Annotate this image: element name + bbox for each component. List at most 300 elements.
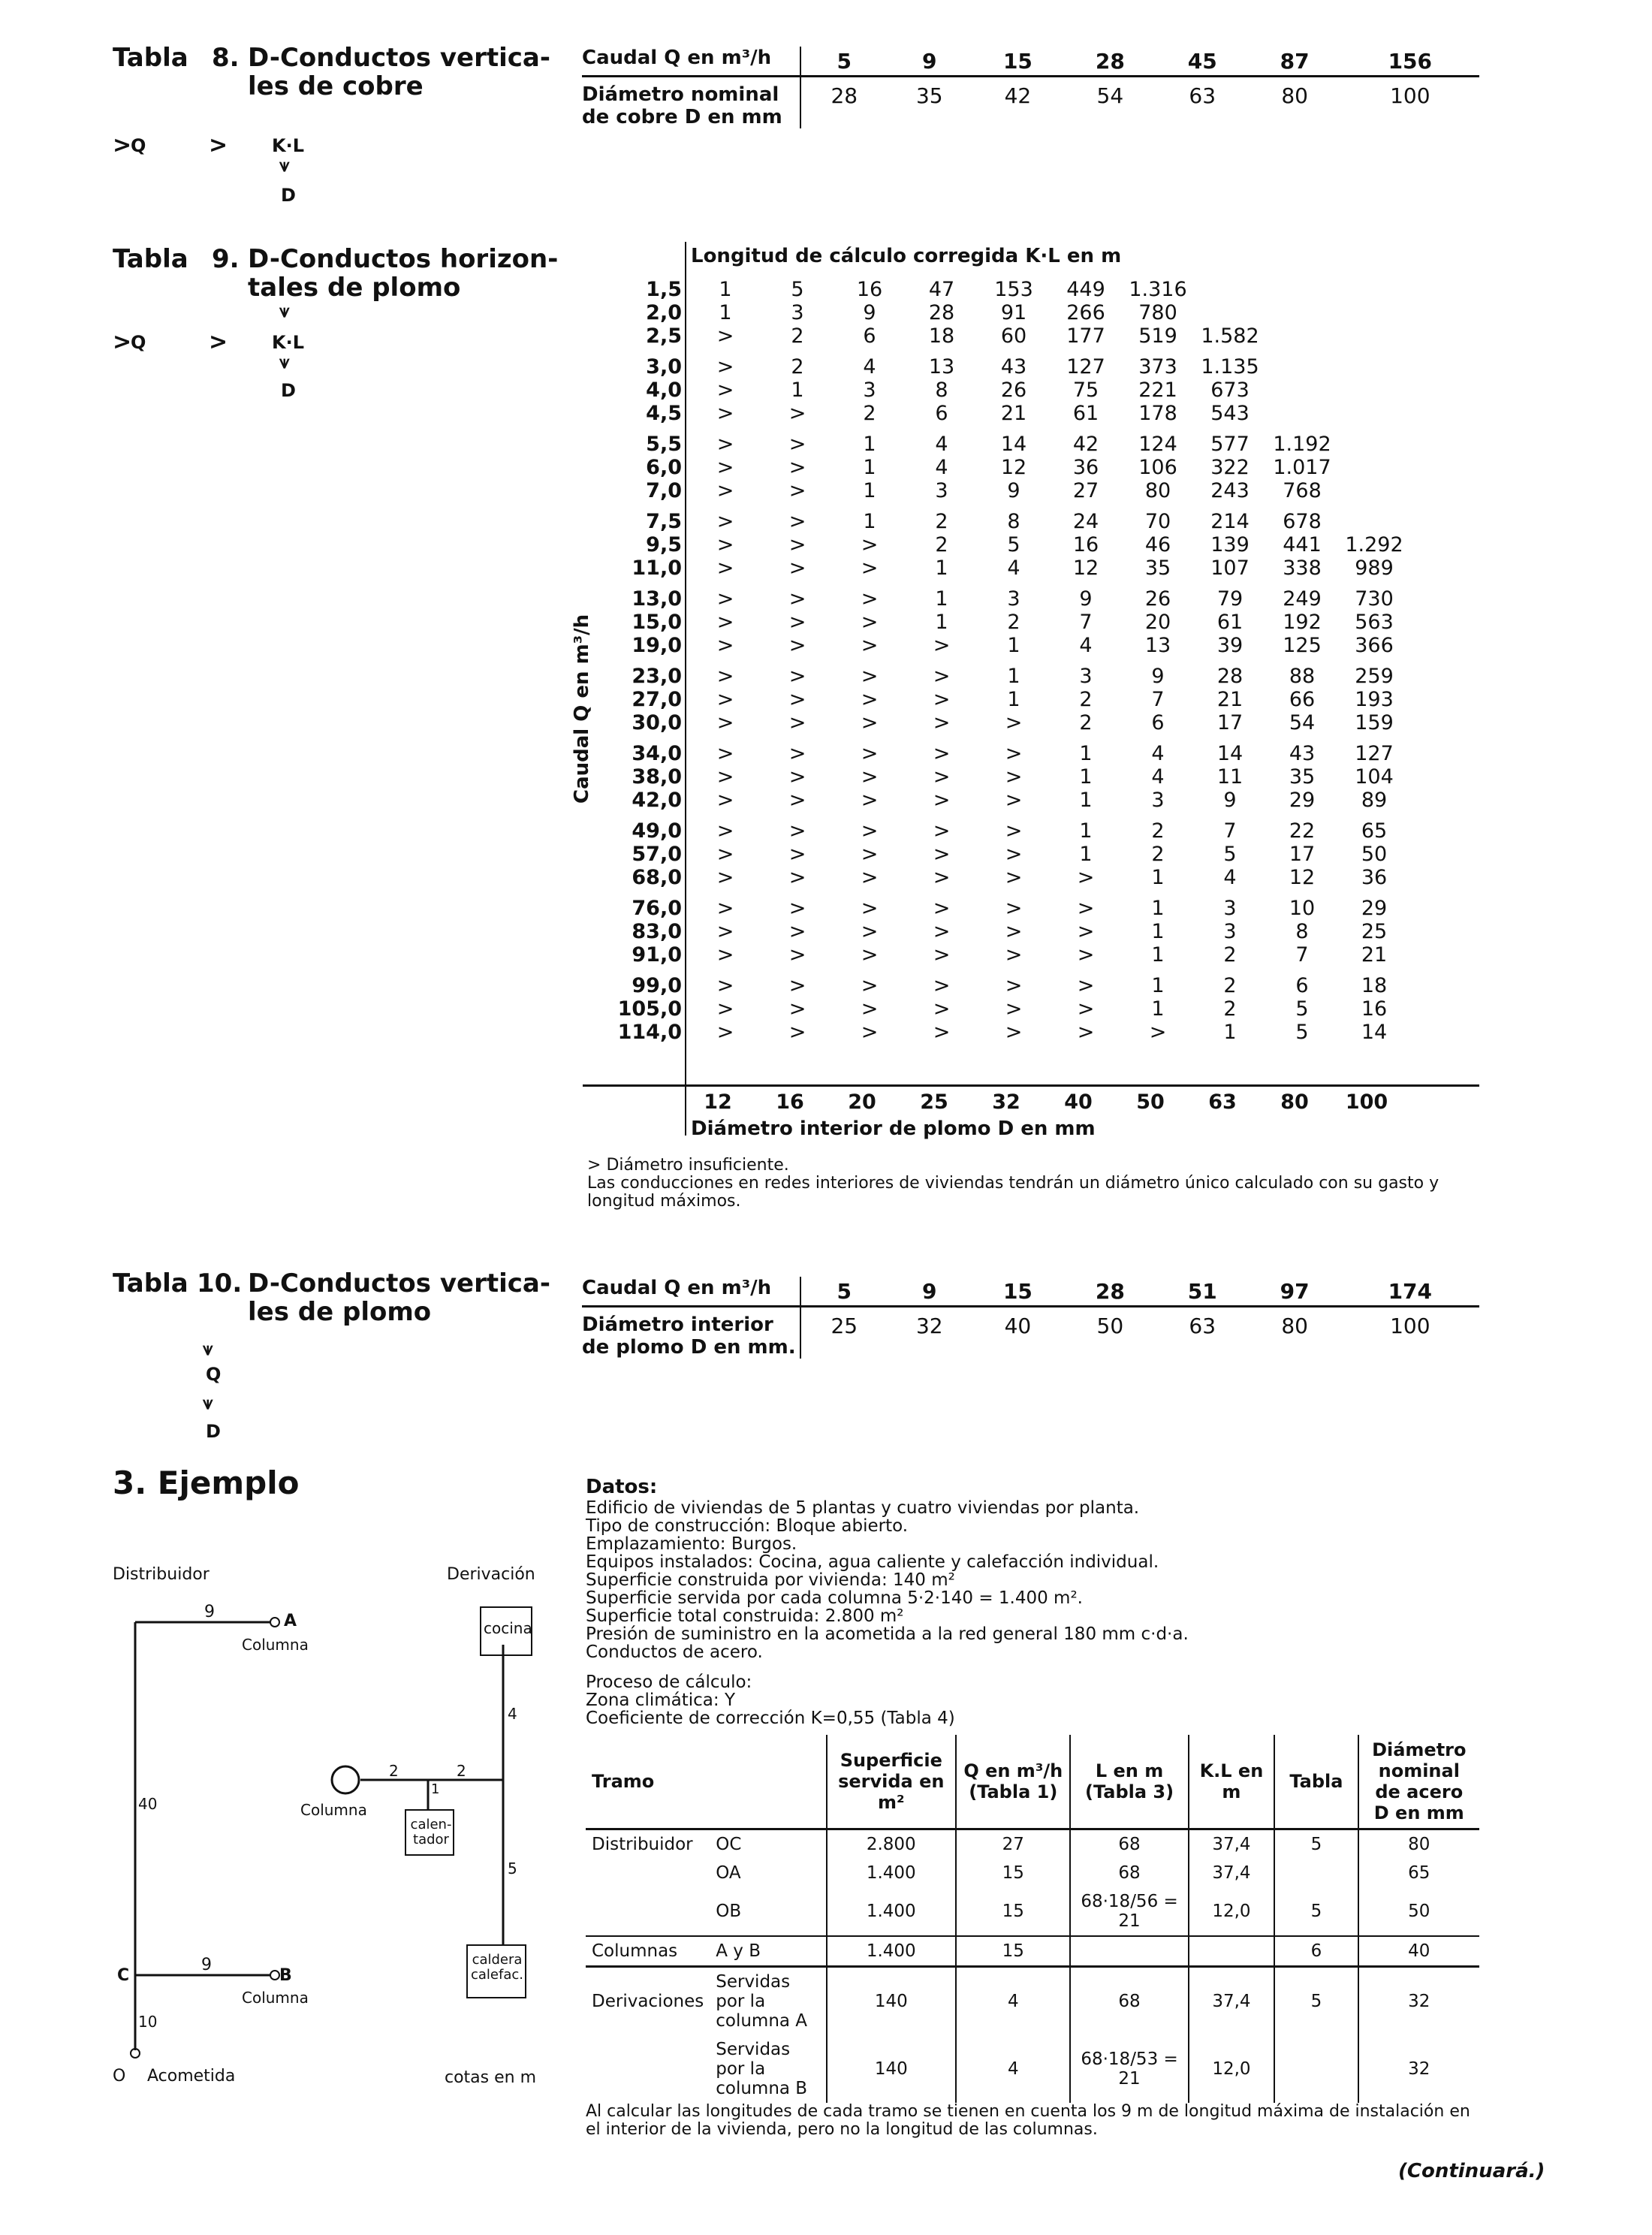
table9-value-cell: 1.135 <box>1201 355 1259 379</box>
datos-line: Edificio de viviendas de 5 plantas y cuatro viviendas por planta. <box>586 1498 1140 1518</box>
table9-flow-q: Q <box>131 332 146 353</box>
table9-title-line1: D-Conductos horizon- <box>248 244 559 274</box>
table9-top-label: Longitud de cálculo corregida K·L en m <box>691 245 1122 267</box>
table8-title-line1: D-Conductos vertica- <box>248 43 550 73</box>
table9-row <box>599 997 1410 1021</box>
example-cell-t: OA <box>710 1859 826 1887</box>
diagram-point-c: C <box>117 1966 130 1985</box>
table9-value-cell: 21 <box>1361 943 1388 967</box>
table9-value-cell <box>1338 433 1410 456</box>
table9-value-cell: 9 <box>1151 665 1165 688</box>
table9-value-cell: > <box>716 897 734 920</box>
example-cell-kl: 12,0 <box>1189 2035 1275 2103</box>
table9-value-cell: 61 <box>1216 611 1244 634</box>
table8-diam-4: 63 <box>1189 83 1216 108</box>
table8-number: 8. <box>212 43 240 73</box>
example-cell-g: Derivaciones <box>592 1992 704 2011</box>
table9-value-cell: 6 <box>863 324 876 348</box>
table9-value-cell: 1 <box>1007 688 1020 711</box>
table9-value-cell: 3 <box>1007 587 1020 611</box>
table9-value-cell: 2 <box>1079 688 1093 711</box>
table9-value-cell: 338 <box>1283 556 1322 580</box>
table9-value-cell: 9 <box>863 301 876 324</box>
table9-value-cell: > <box>933 742 951 765</box>
table9-grid <box>599 278 1410 1044</box>
table9-value-cell: 519 <box>1138 324 1177 348</box>
table8-caudal-5: 87 <box>1249 47 1341 77</box>
table9-value-cell: 6 <box>1295 974 1309 997</box>
example-cell-d: 50 <box>1408 1902 1430 1921</box>
table10-diam-2: 40 <box>1004 1314 1032 1338</box>
table9-note-line1-text: Diámetro insuficiente. <box>606 1156 789 1175</box>
table9-value-cell: 3 <box>1079 665 1093 688</box>
table9-row <box>599 866 1410 889</box>
table10-diametro-row <box>582 1307 1479 1359</box>
table9-value-cell: 193 <box>1355 688 1394 711</box>
table9-value-cell: > <box>788 943 806 967</box>
table10-diam-1: 32 <box>915 1314 943 1338</box>
table9-value-cell: > <box>716 533 734 556</box>
table9-value-cell: > <box>933 920 951 943</box>
table9-value-cell: 43 <box>1000 355 1027 379</box>
table9-value-cell: > <box>1077 943 1095 967</box>
table8-flow-q: Q <box>131 135 146 156</box>
table9-value-cell: 153 <box>994 278 1033 301</box>
table9-value-cell: > <box>716 611 734 634</box>
example-cell-d: 32 <box>1408 2059 1430 2079</box>
table9-flow-arrow-icon: > <box>113 329 132 355</box>
table9-group-gap <box>599 657 1410 665</box>
table9-caudal-cell: 2,0 <box>646 301 682 324</box>
table9-value-cell: > <box>861 866 879 889</box>
table8-flow-diagram <box>113 129 338 212</box>
table10-header-label: Caudal Q en m³/h <box>582 1277 800 1307</box>
table9-row <box>599 402 1410 425</box>
table9-diameter-cell: 25 <box>920 1090 948 1114</box>
table9-value-cell: 1 <box>719 278 732 301</box>
diagram-point-a: A <box>284 1612 297 1630</box>
diagram-dim-9-top: 9 <box>204 1603 215 1621</box>
table9-value-cell: > <box>1005 789 1023 812</box>
table9-caudal-cell: 68,0 <box>632 866 682 889</box>
table9-value-cell: 1 <box>1079 765 1093 789</box>
table9-value-cell: 1 <box>1079 789 1093 812</box>
example-cell-q: 4 <box>956 2035 1070 2103</box>
proceso-line: Proceso de cálculo: <box>586 1672 752 1692</box>
table9-caudal-cell: 2,5 <box>646 324 682 348</box>
table9-value-cell: 79 <box>1216 587 1244 611</box>
table10-number: 10. <box>197 1268 243 1298</box>
diagram-dim-40: 40 <box>138 1795 158 1813</box>
table9-value-cell: 5 <box>1295 1021 1309 1044</box>
table9-value-cell: > <box>788 402 806 425</box>
table9-value-cell: > <box>933 819 951 843</box>
table10-caudal-row <box>582 1277 1479 1307</box>
example-cell-d: 80 <box>1408 1835 1430 1854</box>
table9-caudal-cell: 9,5 <box>646 533 682 556</box>
table9-value-cell: > <box>861 843 879 866</box>
diagram-derivacion-label: Derivación <box>447 1565 535 1584</box>
table9-value-cell: > <box>788 843 806 866</box>
table9-value-cell: > <box>861 974 879 997</box>
diagram-dim-1: 1 <box>431 1781 440 1797</box>
table9-value-cell: 4 <box>863 355 876 379</box>
table9-row <box>599 301 1410 324</box>
table9-value-cell: 1 <box>1151 920 1165 943</box>
table9-value-cell: > <box>788 634 806 657</box>
diagram-point-b: B <box>279 1966 292 1985</box>
pipe-diagram <box>105 1555 541 2088</box>
table9-value-cell: 730 <box>1355 587 1394 611</box>
table9-value-cell: 243 <box>1210 479 1250 502</box>
table9-value-cell: 6 <box>1151 711 1165 734</box>
table9-value-cell <box>1266 379 1338 402</box>
table9-value-cell: 3 <box>863 379 876 402</box>
table9-value-cell: > <box>861 587 879 611</box>
example-col-kl: K.L en m <box>1189 1735 1275 1829</box>
table9-caudal-cell: 27,0 <box>632 688 682 711</box>
table9-value-cell: 13 <box>1144 634 1171 657</box>
example-col-superficie: Superficie servida en m² <box>827 1735 957 1829</box>
table9-note <box>587 1157 1481 1211</box>
table9-value-cell: > <box>716 688 734 711</box>
table9-value-cell: 61 <box>1072 402 1099 425</box>
table10-prefix: Tabla <box>113 1268 188 1298</box>
table9-value-cell: 3 <box>1151 789 1165 812</box>
table10-diam-4: 63 <box>1189 1314 1216 1338</box>
example-cell-l: 68 <box>1070 1967 1188 2036</box>
example-row <box>586 1859 1479 1887</box>
table9-value-cell: 259 <box>1355 665 1394 688</box>
table9-value-cell: 17 <box>1216 711 1244 734</box>
table9-flow-down-icon: ⩛ <box>279 300 290 321</box>
table9-value-cell: 2 <box>1223 997 1237 1021</box>
table9-value-cell: > <box>788 997 806 1021</box>
table9-value-cell: 1.017 <box>1273 456 1331 479</box>
table9-row <box>599 1021 1410 1044</box>
example-cell-g <box>586 2035 710 2103</box>
example-row <box>586 1887 1479 1936</box>
table9-value-cell: 127 <box>1355 742 1394 765</box>
diagram-dim-10: 10 <box>138 2013 158 2031</box>
table9-value-cell: 3 <box>791 301 804 324</box>
table9-value-cell <box>1266 355 1338 379</box>
table9-value-cell: > <box>1149 1021 1167 1044</box>
example-cell-l <box>1070 1936 1188 1967</box>
table9-value-cell: > <box>1077 866 1095 889</box>
table9-value-cell: > <box>788 688 806 711</box>
table9-value-cell: > <box>788 866 806 889</box>
table9-value-cell: 322 <box>1210 456 1250 479</box>
table9-value-cell: > <box>788 974 806 997</box>
table9-caudal-cell: 91,0 <box>632 943 682 967</box>
table9-value-cell: 36 <box>1072 456 1099 479</box>
table9-value-cell: 2 <box>791 355 804 379</box>
table9-value-cell: 1 <box>1151 897 1165 920</box>
table10-flow-down2-icon: ⩛ <box>203 1392 213 1413</box>
table9-value-cell: > <box>716 1021 734 1044</box>
table9-caudal-cell: 34,0 <box>632 742 682 765</box>
table9-caudal-cell: 49,0 <box>632 819 682 843</box>
table9-value-cell: > <box>933 1021 951 1044</box>
table9-value-cell: > <box>788 765 806 789</box>
table9-value-cell: > <box>1077 920 1095 943</box>
table9-value-cell: > <box>788 556 806 580</box>
table9-diameter-cell: 32 <box>992 1090 1020 1114</box>
example-cell-kl <box>1189 1936 1275 1967</box>
table9-value-cell: > <box>933 634 951 657</box>
table9-value-cell: 28 <box>928 301 955 324</box>
table9-value-cell: > <box>716 456 734 479</box>
table9-value-cell: 1 <box>1079 819 1093 843</box>
table9-value-cell: 139 <box>1210 533 1250 556</box>
table9-value-cell: 780 <box>1138 301 1177 324</box>
table9-row <box>599 634 1410 657</box>
table9-value-cell: 4 <box>935 456 948 479</box>
table9-value-cell: 107 <box>1210 556 1250 580</box>
table9-value-cell <box>1338 355 1410 379</box>
table9-value-cell: > <box>861 556 879 580</box>
table9-value-cell: 1.316 <box>1129 278 1187 301</box>
table9-value-cell: 3 <box>935 479 948 502</box>
table9-value-cell: 3 <box>1223 897 1237 920</box>
table8-diam-5: 80 <box>1281 83 1308 108</box>
table9-row <box>599 556 1410 580</box>
table9-value-cell: 25 <box>1361 920 1388 943</box>
table9-value-cell: 6 <box>935 402 948 425</box>
table9-caudal-cell: 15,0 <box>632 611 682 634</box>
table9-value-cell: 1 <box>935 587 948 611</box>
table9-value-cell: 1 <box>935 556 948 580</box>
table9-value-cell: 4 <box>1007 556 1020 580</box>
table9-group-gap <box>599 812 1410 819</box>
table9-value-cell: > <box>1077 897 1095 920</box>
example-cell-tab: 5 <box>1274 1887 1358 1936</box>
table9-value-cell: 2 <box>1079 711 1093 734</box>
table9-group-gap <box>599 734 1410 742</box>
table9-value-cell: > <box>1005 742 1023 765</box>
example-cell-t: A y B <box>710 1936 826 1967</box>
example-cell-q: 15 <box>956 1887 1070 1936</box>
table9-value-cell: > <box>1005 843 1023 866</box>
table9-value-cell: 9 <box>1007 479 1020 502</box>
table10-title-line1: D-Conductos vertica- <box>248 1268 550 1298</box>
table9-diameter-row <box>682 1090 1403 1114</box>
diagram-caldera-label: caldera calefac. <box>471 1952 523 1983</box>
table10-caudal-6: 174 <box>1341 1277 1479 1307</box>
table9-bottom-label: Diámetro interior de plomo D en mm <box>691 1118 1096 1140</box>
table10-flow-down-icon: ⩛ <box>203 1338 213 1359</box>
table9-value-cell: 18 <box>928 324 955 348</box>
diagram-columna-b-label: Columna <box>242 1989 309 2007</box>
table9-value-cell: 2 <box>1151 819 1165 843</box>
table9-value-cell: 4 <box>1151 765 1165 789</box>
table9-row <box>599 456 1410 479</box>
table10-title-line2: les de plomo <box>248 1297 432 1327</box>
table8 <box>582 47 1479 128</box>
table9-group-gap <box>599 502 1410 510</box>
diagram-dim-5: 5 <box>508 1859 517 1878</box>
table9-value-cell: > <box>716 866 734 889</box>
table9-group-gap <box>599 348 1410 355</box>
table9-caudal-cell: 4,0 <box>646 379 682 402</box>
table9-value-cell: 125 <box>1283 634 1322 657</box>
table9-row <box>599 355 1410 379</box>
table9-value-cell: > <box>1005 997 1023 1021</box>
table9-value-cell: 5 <box>1295 997 1309 1021</box>
table9-caudal-cell: 11,0 <box>632 556 682 580</box>
table8-diam-3: 54 <box>1096 83 1124 108</box>
table8-caudal-row <box>582 47 1479 77</box>
table9-group-gap <box>599 580 1410 587</box>
table9-value-cell: 47 <box>928 278 955 301</box>
table9-group-gap <box>599 425 1410 433</box>
table8-caudal-3: 28 <box>1064 47 1156 77</box>
table9-value-cell: 16 <box>1361 997 1388 1021</box>
table9-value-cell: > <box>933 843 951 866</box>
datos-line: Superficie construida por vivienda: 140 m² <box>586 1570 955 1590</box>
diagram-dim-2b: 2 <box>457 1762 466 1780</box>
table8-flow-arrow2-icon: > <box>209 132 228 158</box>
table9-value-cell: 89 <box>1361 789 1388 812</box>
table10-flow-q: Q <box>206 1364 222 1385</box>
table10-caudal-5: 97 <box>1249 1277 1341 1307</box>
table9-diameter-cell: 16 <box>776 1090 804 1114</box>
table8-caudal-4: 45 <box>1156 47 1249 77</box>
table9-value-cell: > <box>861 765 879 789</box>
table9-value-cell: 2 <box>1223 943 1237 967</box>
table9-value-cell: 1 <box>1079 843 1093 866</box>
table9-value-cell <box>1338 510 1410 533</box>
table9-value-cell: 24 <box>1072 510 1099 533</box>
table9-value-cell: 21 <box>1000 402 1027 425</box>
table9-flow-diagram <box>113 300 338 406</box>
table9-value-cell: > <box>1005 920 1023 943</box>
table9-row <box>599 711 1410 734</box>
diagram-cocina-label: cocina <box>484 1619 532 1637</box>
table9-value-cell: 16 <box>1072 533 1099 556</box>
table9-value-cell: > <box>933 997 951 1021</box>
table9-value-cell: 10 <box>1289 897 1316 920</box>
table9-value-cell: 18 <box>1361 974 1388 997</box>
table9-title-line2: tales de plomo <box>248 273 461 303</box>
table8-flow-d: D <box>281 185 296 206</box>
table9-value-cell: 266 <box>1066 301 1105 324</box>
table10-diam-5: 80 <box>1281 1314 1308 1338</box>
example-cell-s: 140 <box>827 1967 957 2036</box>
table9-value-cell: > <box>933 711 951 734</box>
example-cell-s: 1.400 <box>827 1859 957 1887</box>
table10-diam-3: 50 <box>1096 1314 1124 1338</box>
table9-value-cell: 4 <box>1151 742 1165 765</box>
table9-value-cell: 989 <box>1355 556 1394 580</box>
table9-value-cell: > <box>788 587 806 611</box>
table9-value-cell: > <box>716 510 734 533</box>
table10-caudal-1: 9 <box>888 1277 972 1307</box>
table8-caudal-0: 5 <box>800 47 888 77</box>
table10-caudal-4: 51 <box>1156 1277 1249 1307</box>
table9-value-cell: 214 <box>1210 510 1250 533</box>
table9-value-cell: 2 <box>935 533 948 556</box>
table9-value-cell: > <box>933 866 951 889</box>
table9-value-cell: 124 <box>1138 433 1177 456</box>
table9-value-cell: 1 <box>863 456 876 479</box>
table9-caudal-cell: 3,0 <box>646 355 682 379</box>
table9-value-cell: 104 <box>1355 765 1394 789</box>
example-col-q: Q en m³/h (Tabla 1) <box>956 1735 1070 1829</box>
table9-caudal-cell: 19,0 <box>632 634 682 657</box>
example-cell-l: 68 <box>1070 1859 1188 1887</box>
table9-value-cell: > <box>1005 974 1023 997</box>
example-cell-g: Columnas <box>592 1941 678 1961</box>
table9-value-cell: > <box>716 943 734 967</box>
table9-value-cell: > <box>788 611 806 634</box>
example-header-row <box>586 1735 1479 1829</box>
table9-value-cell: 12 <box>1289 866 1316 889</box>
diagram-point-o: O <box>113 2067 126 2086</box>
table8-title <box>248 44 550 101</box>
table9-value-cell: > <box>861 533 879 556</box>
table9-value-cell: > <box>861 688 879 711</box>
table9-diameter-cell: 80 <box>1280 1090 1309 1114</box>
table9-caudal-cell: 30,0 <box>632 711 682 734</box>
table9-value-cell <box>1338 324 1410 348</box>
table9-row <box>599 379 1410 402</box>
table9-value-cell: > <box>716 974 734 997</box>
example-cell-q: 27 <box>956 1829 1070 1859</box>
table9-value-cell: > <box>861 611 879 634</box>
table9-value-cell: 1 <box>1007 665 1020 688</box>
example-table <box>586 1735 1479 2103</box>
datos-line: Emplazamiento: Burgos. <box>586 1534 797 1554</box>
example-cell-q: 15 <box>956 1859 1070 1887</box>
table9-value-cell: 14 <box>1000 433 1027 456</box>
table9-value-cell: 106 <box>1138 456 1177 479</box>
table9-value-cell: 17 <box>1289 843 1316 866</box>
table9-value-cell <box>1338 456 1410 479</box>
datos-line: Superficie total construida: 2.800 m² <box>586 1606 904 1626</box>
table9-value-cell: 177 <box>1066 324 1105 348</box>
table9-value-cell: 65 <box>1361 819 1388 843</box>
table9-value-cell: > <box>933 765 951 789</box>
table9-value-cell: > <box>1005 819 1023 843</box>
table9-value-cell: 1.192 <box>1273 433 1331 456</box>
table8-diam-2: 42 <box>1004 83 1032 108</box>
table9-value-cell: > <box>716 843 734 866</box>
table10-caudal-2: 15 <box>972 1277 1064 1307</box>
table9-row <box>599 897 1410 920</box>
table9-value-cell: 2 <box>863 402 876 425</box>
table9-value-cell: 29 <box>1361 897 1388 920</box>
table9-value-cell: 88 <box>1289 665 1316 688</box>
example-row <box>586 1829 1479 1859</box>
table8-header-label: Caudal Q en m³/h <box>582 47 800 77</box>
table9-caudal-cell: 76,0 <box>632 897 682 920</box>
table9-value-cell <box>1338 278 1410 301</box>
table9-value-cell: > <box>933 974 951 997</box>
table9-value-cell: 29 <box>1289 789 1316 812</box>
example-cell-g <box>586 1887 710 1936</box>
table9-value-cell: 13 <box>928 355 955 379</box>
example-cell-l: 68 <box>1070 1829 1188 1859</box>
table9-value-cell <box>1338 379 1410 402</box>
table9-value-cell: 1 <box>1151 997 1165 1021</box>
table9-value-cell: > <box>716 920 734 943</box>
table9-value-cell: 43 <box>1289 742 1316 765</box>
table9-value-cell: 4 <box>1223 866 1237 889</box>
insufficient-symbol-icon: > <box>587 1156 601 1175</box>
table8-caudal-6: 156 <box>1341 47 1479 77</box>
